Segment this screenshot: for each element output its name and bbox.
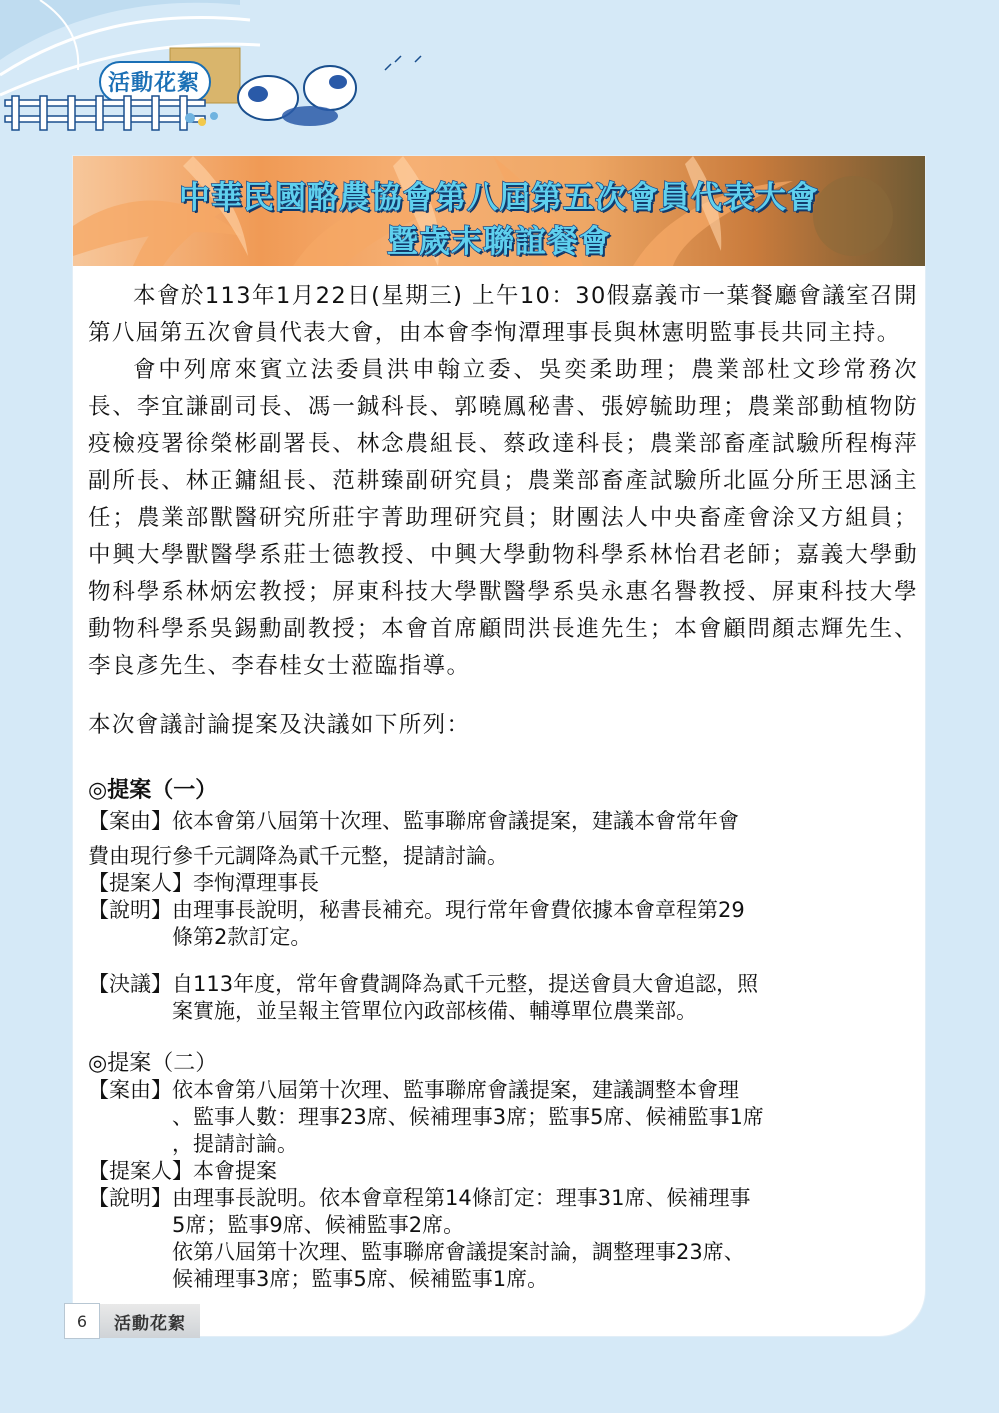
page-number: 6	[64, 1303, 100, 1339]
proposal-1-heading: ◎提案（一）	[88, 778, 218, 803]
proposal-2-heading: ◎提案（二）	[88, 1051, 218, 1076]
proposal-2-desc-line-2: 5席；監事9席、候補監事2席。	[172, 1213, 465, 1237]
title-line-1: 中華民國酪農協會第八屆第五次會員代表大會	[179, 180, 819, 216]
proposal-2-reason-label: 【案由】	[88, 1078, 172, 1102]
proposal-1-proposer	[88, 870, 918, 897]
proposal-2-reason-line-1: 依本會第八屆第十次理、監事聯席會議提案，建議調整本會理	[172, 1078, 739, 1102]
proposal-1-resolution-line-1: 自113年度，常年會費調降為貳千元整，提送會員大會追認，照	[172, 972, 759, 996]
paragraph-opening: 本會於113年1月22日(星期三) 上午10：30假嘉義市一葉餐廳會議室召開第八屆第五次會員代表大會，由本會李恂潭理事長與林憲明監事長共同主持。	[88, 283, 918, 346]
header-illustration	[0, 0, 480, 150]
proposal-2-reason-line-3: ，提請討論。	[172, 1132, 298, 1156]
proposal-2-reason	[88, 1077, 918, 1158]
proposal-1-reason-cont: 費由現行參千元調降為貳千元整，提請討論。	[88, 844, 508, 868]
title-banner	[73, 156, 925, 266]
proposal-1-resolution-label: 【決議】	[88, 972, 172, 996]
proposal-1-proposer-label: 【提案人】	[88, 871, 193, 895]
paragraph-guests: 會中列席來賓立法委員洪申翰立委、吳奕柔助理；農業部杜文珍常務次長、李宜謙副司長、馮一鋮科長、郭曉鳳秘書、張婷毓助理；農業部動植物防疫檢疫署徐榮彬副署長、林念農組長、蔡政達科長；農業部畜產試驗所程梅萍副所長、林正鏞組長、范耕臻副研究員；農業部畜產試驗所北區分所王思涵主任；農業部獸醫研究所莊宇菁助理研究員；財團法人中央畜產會涂又方組員；中興大學獸醫學系莊士德教授、中興大學動物科學系林怡君老師；嘉義大學動物科學系林炳宏教授；屏東科技大學獸醫學系吳永惠名譽教授、屏東科技大學動物科學系吳錫勳副教授；本會首席顧問洪長進先生；本會顧問顏志輝先生、李良彥先生、李春桂女士蒞臨指導。	[88, 357, 918, 679]
section-badge: 活動花絮	[108, 71, 201, 96]
proposal-1-proposer-text: 李恂潭理事長	[193, 871, 319, 895]
footer-section-label: 活動花絮	[100, 1304, 200, 1338]
proposal-2-desc-line-4: 候補理事3席；監事5席、候補監事1席。	[172, 1267, 549, 1291]
proposal-1-desc-line-1: 由理事長說明，秘書長補充。現行常年會費依據本會章程第29	[172, 898, 745, 922]
proposal-1-desc-label: 【說明】	[88, 898, 172, 922]
title-line-2: 暨歲末聯誼餐會	[387, 224, 611, 260]
proposal-2-proposer	[88, 1158, 918, 1185]
proposal-1-resolution	[88, 971, 918, 1025]
proposal-2-reason-line-2: 、監事人數：理事23席、候補理事3席；監事5席、候補監事1席	[172, 1105, 764, 1129]
proposal-2-desc-line-1: 由理事長說明。依本會章程第14條訂定：理事31席、候補理事	[172, 1186, 751, 1210]
proposal-2-desc-label: 【說明】	[88, 1186, 172, 1210]
proposal-2-proposer-label: 【提案人】	[88, 1159, 193, 1183]
proposal-1-desc	[88, 897, 918, 951]
page-footer	[64, 1304, 200, 1338]
proposal-2-proposer-text: 本會提案	[193, 1159, 277, 1183]
article-body	[88, 278, 918, 1293]
proposal-1-reason-label: 【案由】	[88, 809, 172, 833]
proposal-1-resolution-line-2: 案實施，並呈報主管單位內政部核備、輔導單位農業部。	[172, 999, 697, 1023]
paragraph-intro: 本次會議討論提案及決議如下所列：	[88, 712, 471, 738]
proposal-1-reason-text: 依本會第八屆第十次理、監事聯席會議提案，建議本會常年會	[172, 809, 739, 833]
proposal-1-reason	[88, 808, 918, 835]
proposal-1-desc-line-2: 條第2款訂定。	[172, 925, 312, 949]
proposal-2-desc-line-3: 依第八屆第十次理、監事聯席會議提案討論，調整理事23席、	[172, 1240, 745, 1264]
proposal-2-desc	[88, 1185, 918, 1293]
